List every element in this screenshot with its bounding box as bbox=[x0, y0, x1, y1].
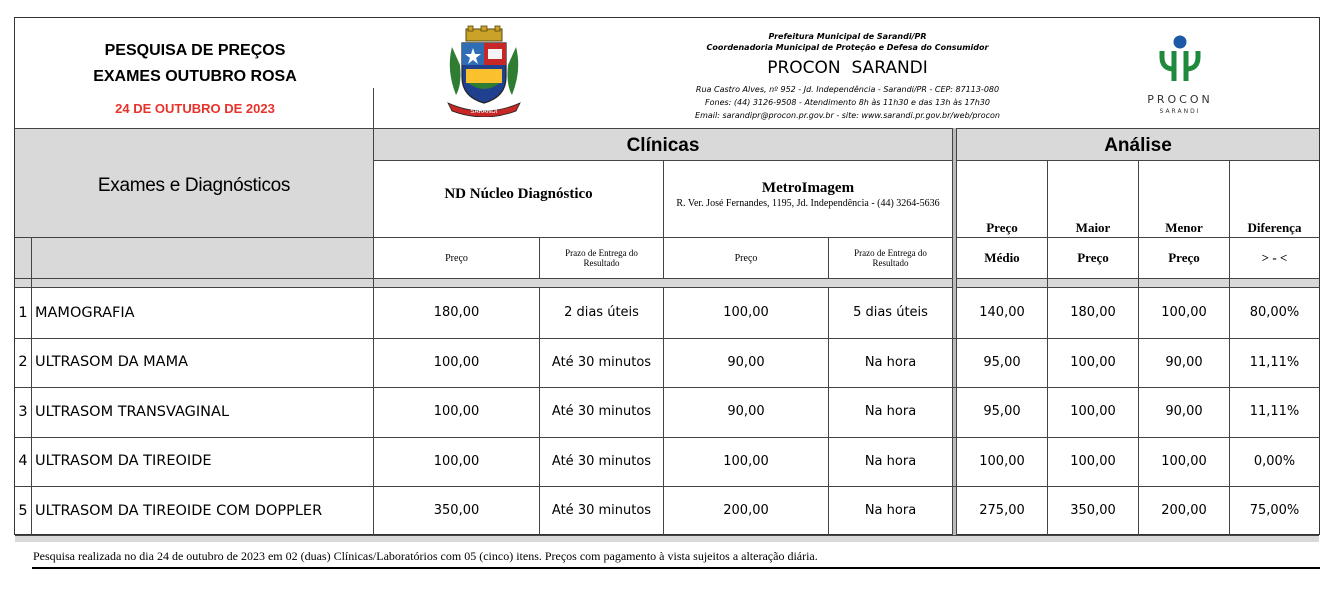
clinic2-name: MetroImagem bbox=[761, 180, 855, 196]
report-title bbox=[40, 38, 350, 90]
min-price-label-bottom: Preço bbox=[1168, 250, 1200, 265]
clinic1-delivery: 2 dias úteis bbox=[564, 305, 639, 321]
procon-logo-subtext: SARANDI bbox=[1159, 108, 1201, 115]
avg-price-label-bottom: Médio bbox=[984, 250, 1020, 265]
exam-name: ULTRASOM DA TIREOIDE COM DOPPLER bbox=[35, 502, 323, 519]
clinic2-price: 100,00 bbox=[723, 453, 769, 469]
clinic2-delivery: Na hora bbox=[864, 354, 917, 370]
grid-line bbox=[539, 237, 540, 278]
clinic2-delivery-header: Prazo de Entrega do Resultado bbox=[854, 248, 927, 268]
clinic1-price-header: Preço bbox=[445, 252, 468, 264]
clinic1-delivery: Até 30 minutos bbox=[551, 453, 652, 469]
clinic2-price: 90,00 bbox=[727, 354, 765, 370]
exam-name: ULTRASOM TRANSVAGINAL bbox=[35, 403, 230, 420]
clinic2-delivery: Na hora bbox=[864, 503, 917, 519]
org-address: Rua Castro Alves, nº 952 - Jd. Independência - Sarandi/PR - CEP: 87113-080 bbox=[695, 85, 1000, 94]
min-price: 100,00 bbox=[1161, 305, 1207, 321]
row-index: 1 bbox=[18, 304, 28, 321]
grid-line bbox=[373, 160, 1319, 161]
clinic2-delivery: Na hora bbox=[864, 453, 917, 469]
avg-price: 140,00 bbox=[979, 305, 1025, 321]
avg-price: 275,00 bbox=[979, 503, 1025, 519]
clinic2-delivery: 5 dias úteis bbox=[853, 305, 928, 321]
clinic1-name: ND Núcleo Diagnóstico bbox=[444, 185, 593, 202]
org-name: PROCON SARANDI bbox=[767, 58, 928, 78]
max-price-label-bottom: Preço bbox=[1077, 250, 1109, 265]
report-date: 24 DE OUTUBRO DE 2023 bbox=[115, 101, 275, 116]
min-price-label-top: Menor bbox=[1165, 220, 1203, 235]
municipal-coat-of-arms-icon bbox=[444, 25, 524, 117]
price-difference: 0,00% bbox=[1253, 453, 1296, 469]
org-line2: Coordenadoria Municipal de Proteção e Defesa do Consumidor bbox=[706, 43, 989, 52]
exam-name: ULTRASOM DA MAMA bbox=[35, 354, 188, 371]
clinic1-price: 100,00 bbox=[433, 354, 480, 370]
row-index: 4 bbox=[18, 453, 28, 470]
max-price-label-top: Maior bbox=[1075, 220, 1111, 235]
clinic2-delivery: Na hora bbox=[864, 404, 917, 420]
footer-rule bbox=[32, 567, 1320, 569]
avg-price: 95,00 bbox=[983, 354, 1021, 370]
clinic2-header bbox=[668, 180, 948, 210]
max-price: 100,00 bbox=[1070, 354, 1116, 370]
max-price: 100,00 bbox=[1070, 453, 1116, 469]
avg-price-label-top: Preço bbox=[986, 220, 1018, 235]
avg-price: 95,00 bbox=[983, 404, 1021, 420]
clinics-section-header: Clínicas bbox=[626, 135, 700, 156]
org-line1: Prefeitura Municipal de Sarandi/PR bbox=[768, 32, 927, 41]
max-price: 350,00 bbox=[1070, 503, 1116, 519]
org-email: Email: sarandipr@procon.pr.gov.br - site: www.sarandi.pr.gov.br/web/procon bbox=[695, 111, 1000, 120]
exam-name: MAMOGRAFIA bbox=[35, 304, 135, 321]
row-index: 2 bbox=[18, 354, 28, 371]
clinic2-address: R. Ver. José Fernandes, 1195, Jd. Independência - (44) 3264-5636 bbox=[676, 198, 940, 209]
procon-logo-icon bbox=[1158, 35, 1202, 83]
row-index: 5 bbox=[18, 502, 28, 519]
grid-line bbox=[663, 160, 664, 278]
clinic1-price: 350,00 bbox=[433, 503, 480, 519]
clinic1-delivery: Até 30 minutos bbox=[551, 404, 652, 420]
clinic1-delivery: Até 30 minutos bbox=[551, 503, 652, 519]
grid-line bbox=[14, 237, 1320, 238]
analysis-section-header: Análise bbox=[1104, 135, 1172, 156]
clinic1-price: 180,00 bbox=[433, 305, 480, 321]
avg-price: 100,00 bbox=[979, 453, 1025, 469]
price-difference: 11,11% bbox=[1249, 354, 1300, 370]
svg-text:SARANDI: SARANDI bbox=[470, 108, 498, 115]
diff-label-top: Diferença bbox=[1247, 220, 1302, 235]
grid-line bbox=[14, 278, 1320, 279]
organization-info bbox=[640, 31, 1055, 122]
price-difference: 11,11% bbox=[1249, 404, 1300, 420]
grid-line bbox=[828, 237, 829, 278]
row-index: 3 bbox=[18, 403, 28, 420]
index-column-bg bbox=[15, 238, 31, 278]
clinic1-delivery-header: Prazo de Entrega do Resultado bbox=[565, 248, 638, 268]
exams-section-header: Exames e Diagnósticos bbox=[97, 175, 291, 196]
exam-name: ULTRASOM DA TIREOIDE bbox=[35, 453, 212, 470]
min-price: 100,00 bbox=[1161, 453, 1207, 469]
header-divider bbox=[373, 88, 374, 128]
clinic1-delivery: Até 30 minutos bbox=[551, 354, 652, 370]
max-price: 100,00 bbox=[1070, 404, 1116, 420]
exam-name-header-bg bbox=[32, 238, 373, 278]
report-title-line2: EXAMES OUTUBRO ROSA bbox=[93, 68, 297, 85]
min-price: 90,00 bbox=[1165, 354, 1203, 370]
max-price: 180,00 bbox=[1070, 305, 1116, 321]
clinic2-price: 200,00 bbox=[723, 503, 769, 519]
clinic2-price: 90,00 bbox=[727, 404, 765, 420]
org-phones: Fones: (44) 3126-9508 - Atendimento 8h às 11h30 e das 13h às 17h30 bbox=[705, 98, 990, 107]
procon-logo-text: PROCON bbox=[1147, 93, 1213, 106]
price-difference: 80,00% bbox=[1249, 305, 1300, 321]
footer-note: Pesquisa realizada no dia 24 de outubro de 2023 em 02 (duas) Clínicas/Laboratórios com 05 (cinco) itens. Preços com pagamento à vista sujeitos a alteração diária. bbox=[33, 549, 818, 563]
clinic2-price-header: Preço bbox=[734, 252, 758, 264]
clinic1-price: 100,00 bbox=[433, 404, 480, 420]
diff-label-bottom: > - < bbox=[1261, 250, 1288, 265]
header-spacer-bar bbox=[15, 279, 1319, 287]
min-price: 200,00 bbox=[1161, 503, 1207, 519]
table-bottom-bar bbox=[15, 535, 1319, 542]
clinic1-price: 100,00 bbox=[433, 453, 480, 469]
clinic2-price: 100,00 bbox=[723, 305, 769, 321]
price-difference: 75,00% bbox=[1249, 503, 1300, 519]
min-price: 90,00 bbox=[1165, 404, 1203, 420]
report-title-line1: PESQUISA DE PREÇOS bbox=[104, 42, 286, 59]
